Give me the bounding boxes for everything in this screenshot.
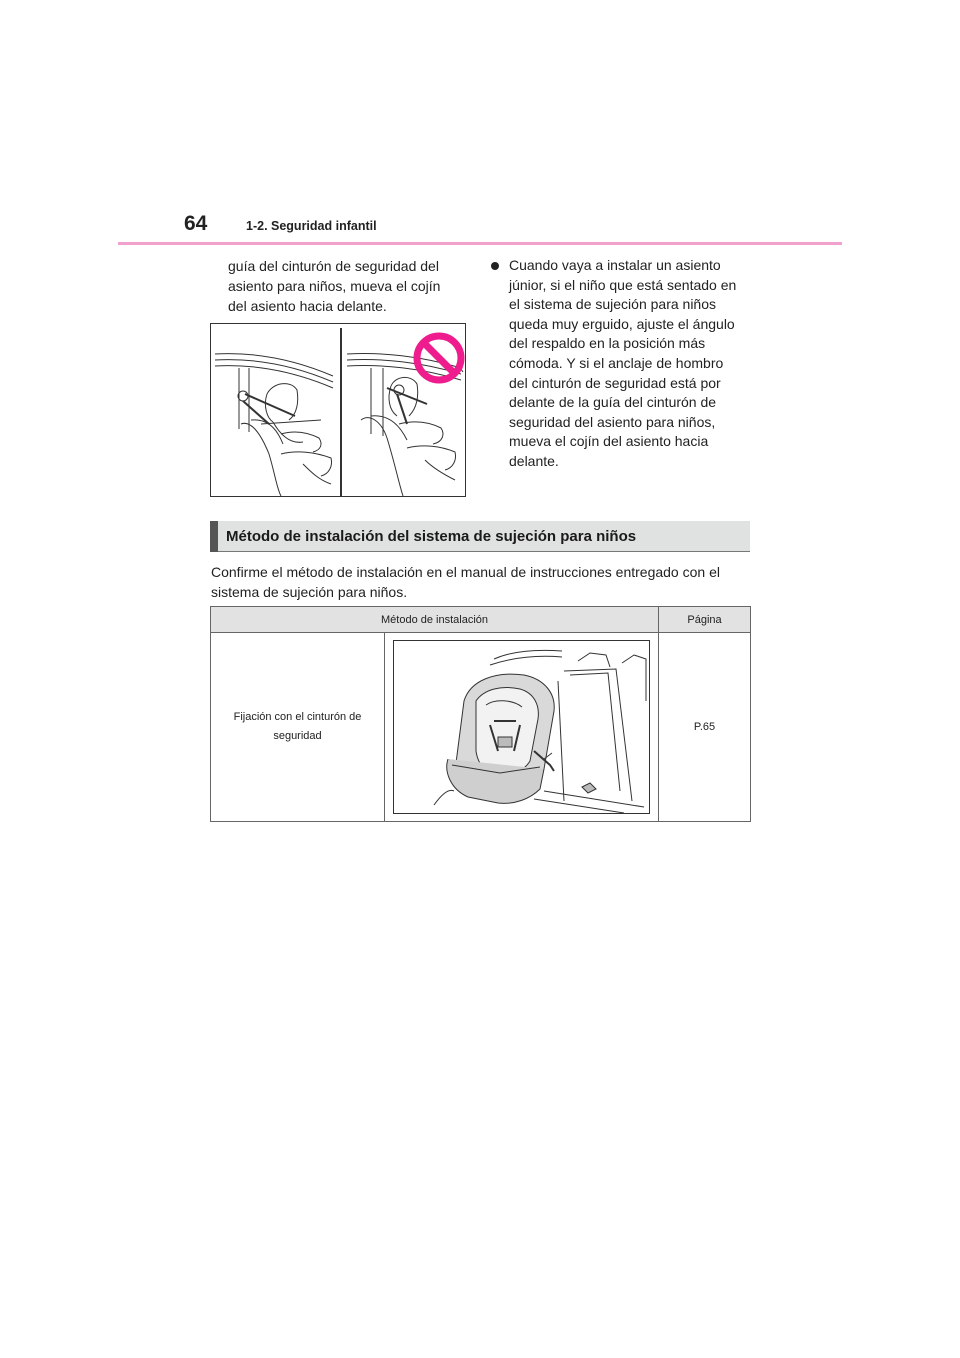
table-header-row xyxy=(211,607,751,633)
bullet-text-line: el sistema de sujeción para niños xyxy=(509,296,717,313)
child-seat-drawing xyxy=(394,641,649,813)
heading-accent xyxy=(210,521,218,552)
intro-line: sistema de sujeción para niños. xyxy=(211,584,408,600)
section-heading-bar xyxy=(210,521,750,552)
left-text-line: guía del cinturón de seguridad del xyxy=(228,258,439,274)
left-text-line: del asiento hacia delante. xyxy=(228,298,387,314)
installation-method-table xyxy=(210,606,751,822)
bullet-dot-icon xyxy=(491,262,499,270)
section-header: 1-2. Seguridad infantil xyxy=(246,219,377,233)
intro-paragraph xyxy=(211,562,756,602)
table-row xyxy=(211,633,751,822)
right-column-text xyxy=(491,256,753,472)
bullet-text-line: delante. xyxy=(509,452,559,469)
bullet-text-line: del cinturón de seguridad está por xyxy=(509,374,721,391)
bullet-text-line: cómoda. Y si el anclaje de hombro xyxy=(509,354,724,371)
bullet-item xyxy=(491,256,753,472)
illustration-cell xyxy=(385,633,659,822)
column-header-method: Método de instalación xyxy=(211,607,659,633)
booster-seat-illustration xyxy=(210,323,466,497)
bullet-text-line: queda muy erguido, ajuste el ángulo xyxy=(509,315,735,332)
booster-seat-drawing xyxy=(211,324,465,496)
method-cell xyxy=(211,633,385,822)
section-heading: Método de instalación del sistema de sujeción para niños xyxy=(226,528,637,545)
header-rule xyxy=(118,242,842,245)
bullet-text xyxy=(509,256,736,472)
method-label-line: seguridad xyxy=(273,730,322,742)
column-header-page: Página xyxy=(659,607,751,633)
bullet-text-line: Cuando vaya a instalar un asiento xyxy=(509,257,721,273)
page-number: 64 xyxy=(184,212,208,235)
bullet-text-line: mueva el cojín del asiento hacia xyxy=(509,433,709,450)
left-text-line: asiento para niños, mueva el cojín xyxy=(228,278,441,294)
method-label-line: Fijación con el cinturón de xyxy=(233,711,362,723)
bullet-text-line: seguridad del asiento para niños, xyxy=(509,413,716,430)
page-cell: P.65 xyxy=(659,633,751,822)
intro-line: Confirme el método de instalación en el manual de instrucciones entregado con el xyxy=(211,564,720,580)
bullet-text-line: júnior, si el niño que está sentado en xyxy=(509,276,737,293)
child-seat-illustration xyxy=(393,640,650,814)
bullet-text-line: del respaldo en la posición más xyxy=(509,335,706,352)
left-column-text xyxy=(228,256,468,316)
prohibited-icon xyxy=(417,336,461,380)
bullet-text-line: delante de la guía del cinturón de xyxy=(509,394,717,411)
